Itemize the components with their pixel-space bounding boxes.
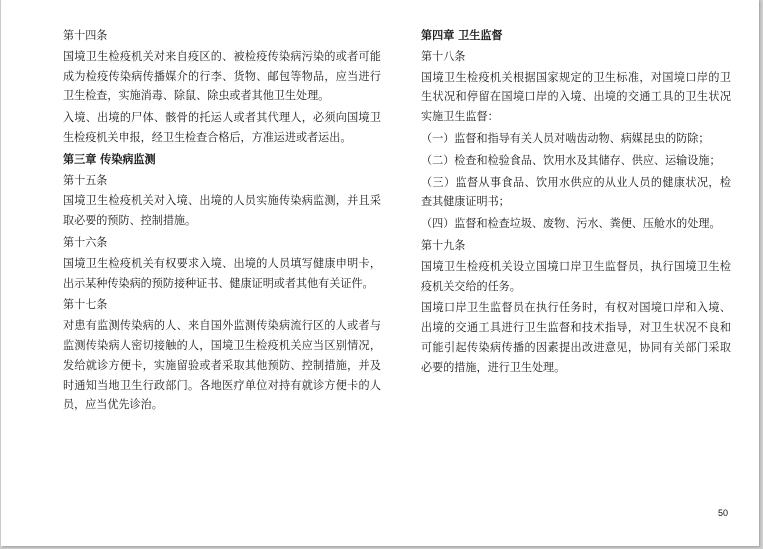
article-18-item-2: （二）检查和检验食品、饮用水及其储存、供应、运输设施；: [421, 153, 721, 167]
article-18-item-4: （四）监督和检查垃圾、废物、污水、粪便、压舱水的处理。: [421, 217, 721, 231]
article-16-paragraph: 国境卫生检疫机关有权要求入境、出境的人员填写健康申明卡，出示某种传染病的预防接种证书、健康证明或者其他有关证件。: [63, 256, 381, 290]
document-page: [1, 0, 759, 546]
article-18-title: 第十八条: [421, 49, 466, 63]
article-19-paragraph-1: 国境卫生检疫机关设立国境口岸卫生监督员，执行国境卫生检疫机关交给的任务。: [421, 259, 731, 293]
left-column: [63, 26, 381, 417]
article-18-paragraph: 国境卫生检疫机关根据国家规定的卫生标准，对国境口岸的卫生状况和停留在国境口岸的入境、出境的交通工具的卫生状况实施卫生监督：: [421, 70, 731, 124]
article-19-title: 第十九条: [421, 238, 466, 252]
article-18-item-1: （一）监督和指导有关人员对啮齿动物、病媒昆虫的防除；: [421, 131, 710, 145]
article-14-paragraph-1: 国境卫生检疫机关对来自疫区的、被检疫传染病污染的或者可能成为检疫传染病传播媒介的行李、货物、邮包等物品，应当进行卫生检查，实施消毒、除鼠、除虫或者其他卫生处理。: [63, 49, 381, 103]
article-14-paragraph-2: 入境、出境的尸体、骸骨的托运人或者其代理人，必须向国境卫生检疫机关申报，经卫生检查合格后，方准运进或者运出。: [63, 111, 381, 144]
chapter-4-heading: 第四章 卫生监督: [421, 29, 503, 42]
article-14-title: 第十四条: [63, 29, 108, 42]
article-17-title: 第十七条: [63, 298, 108, 312]
article-16-title: 第十六条: [63, 235, 108, 249]
article-15-paragraph: 国境卫生检疫机关对入境、出境的人员实施传染病监测，并且采取必要的预防、控制措施。: [63, 194, 381, 228]
article-18-item-3: （三）监督从事食品、饮用水供应的从业人员的健康状况，检查其健康证明书；: [421, 175, 731, 209]
right-column: [421, 26, 731, 380]
article-15-title: 第十五条: [63, 173, 108, 187]
article-17-paragraph: 对患有监测传染病的人、来自国外监测传染病流行区的人或者与监测传染病人密切接触的人，国境卫生检疫机关应当区别情况，发给就诊方便卡，实施留验或者采取其他预防、控制措施，并及时通知当地卫生行政部门。各地医疗单位对持有就诊方便卡的人员，应当优先诊治。: [63, 319, 381, 412]
chapter-3-heading: 第三章 传染病监测: [63, 152, 156, 166]
page-number: 50: [718, 508, 729, 518]
article-19-paragraph-2: 国境口岸卫生监督员在执行任务时，有权对国境口岸和入境、出境的交通工具进行卫生监督和技术指导，对卫生状况不良和可能引起传染病传播的因素提出改进意见，协同有关部门采取必要的措施，进行卫生处理。: [421, 301, 731, 374]
